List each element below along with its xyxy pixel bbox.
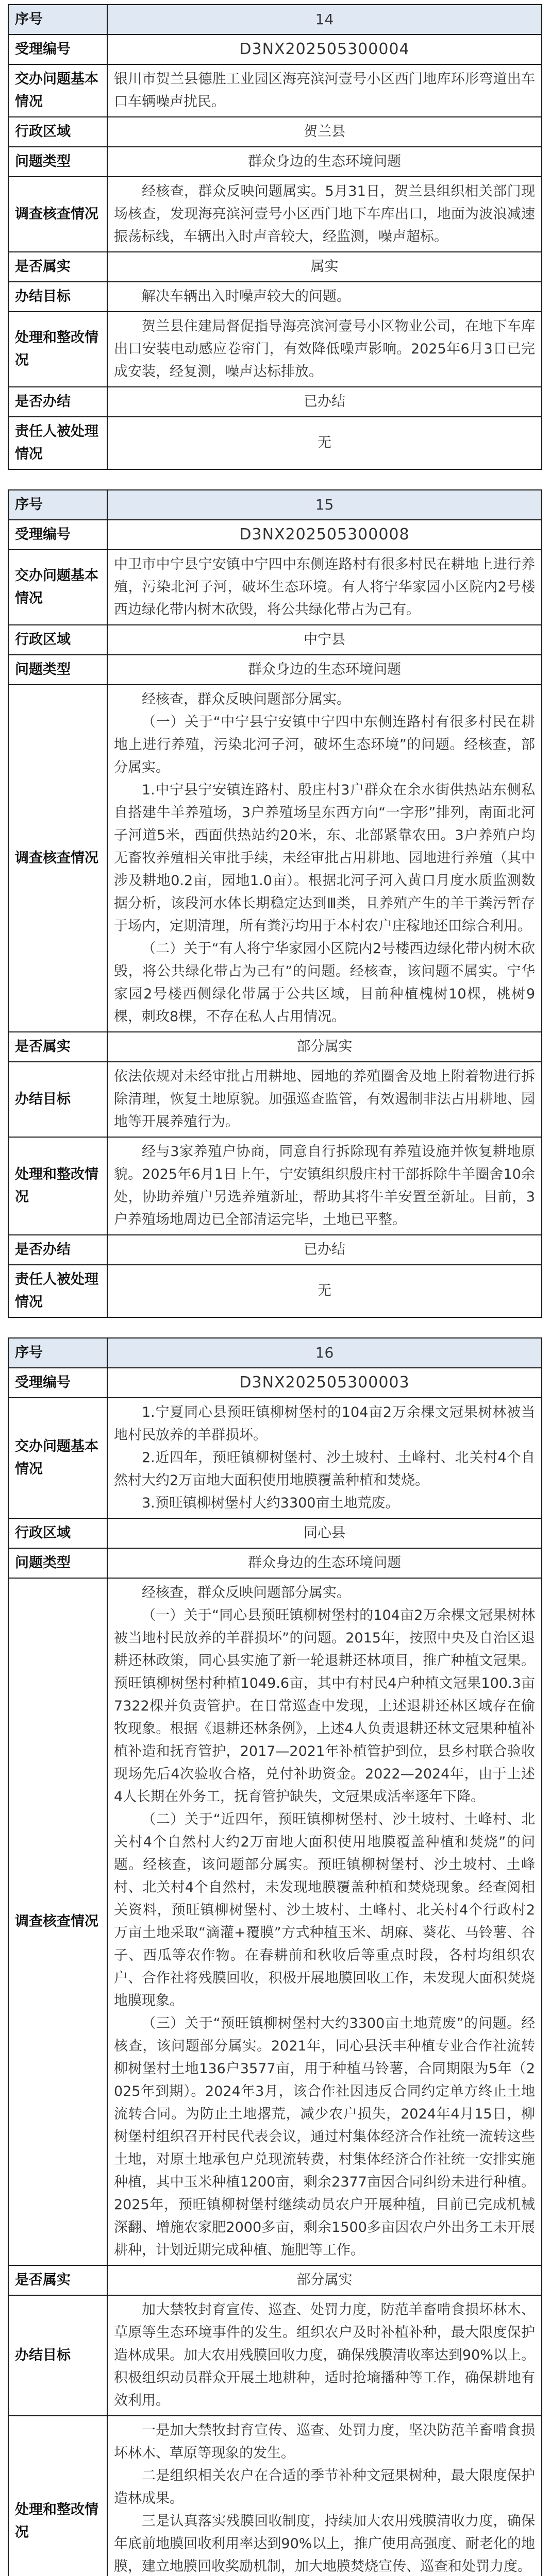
investigation-label: 调查核查情况 — [8, 685, 107, 1032]
handling-row — [8, 1137, 542, 1235]
region-value: 中宁县 — [107, 625, 542, 655]
region-label: 行政区域 — [8, 1518, 107, 1548]
basic-value — [107, 1398, 542, 1518]
handling-label: 处理和整改情况 — [8, 1137, 107, 1235]
handling-paragraph: 三是认真落实残膜回收制度，持续加大农用残膜清收力度，确保年底前地膜回收利用率达到90%以上，推广使用高强度、耐老化的地膜，建立地膜回收奖励机制，加大地膜焚烧宣传、巡查和处罚力度。 — [114, 2513, 535, 2574]
goal-value — [107, 282, 542, 312]
handling-row — [8, 312, 542, 387]
handling-value — [107, 2416, 542, 2576]
code-row — [8, 35, 542, 64]
goal-row — [8, 1062, 542, 1137]
investigation-value — [107, 1578, 542, 2265]
handling-value — [107, 312, 542, 387]
region-row — [8, 625, 542, 655]
truth-label: 是否属实 — [8, 252, 107, 282]
closed-label: 是否办结 — [8, 1235, 107, 1265]
investigation-paragraph: 经核查，群众反映问题属实。5月31日，贺兰县组织相关部门现场核查，发现海亮滨河壹号小区西门地下车库出口，地面为波浪减速振荡标线，车辆出入时声音较大，经监测，噪声超标。 — [114, 183, 535, 245]
type-label: 问题类型 — [8, 147, 107, 177]
case-table — [8, 1337, 542, 2576]
truth-label: 是否属实 — [8, 2265, 107, 2295]
basic-label: 交办问题基本情况 — [8, 550, 107, 625]
accountable-label: 责任人被处理情况 — [8, 417, 107, 469]
closed-label: 是否办结 — [8, 387, 107, 417]
goal-label: 办结目标 — [8, 2295, 107, 2416]
basic-row — [8, 1398, 542, 1518]
investigation-paragraph: 经核查，群众反映问题部分属实。 — [142, 1585, 351, 1601]
handling-paragraph: 经与3家养殖户协商，同意自行拆除现有养殖设施并恢复耕地原貌。2025年6月1日上午，宁安镇组织殷庄村干部拆除牛羊圈舍10余处，协助养殖户另选养殖新址，帮助其将牛羊安置至新址。目前，3户养殖场地周边已全部清运完毕，土地已平整。 — [114, 1144, 535, 1228]
code-label: 受理编号 — [8, 35, 107, 64]
region-label: 行政区域 — [8, 625, 107, 655]
handling-paragraph: 贺兰县住建局督促指导海亮滨河壹号小区物业公司，在地下车库出口安装电动感应卷帘门，有效降低噪声影响。2025年6月3日已完成安装，经复测，噪声达标排放。 — [114, 318, 535, 380]
truth-row — [8, 1032, 542, 1062]
region-value: 贺兰县 — [107, 117, 542, 147]
seq-label: 序号 — [8, 490, 107, 520]
handling-paragraph: 二是组织相关农户在合适的季节补种文冠果树种，最大限度保护造林成果。 — [114, 2468, 535, 2506]
investigation-value — [107, 685, 542, 1032]
seq-label: 序号 — [8, 1338, 107, 1368]
investigation-paragraph: （二）关于“近四年，预旺镇柳树堡村、沙土坡村、土峰村、北关村4个自然村大约2万亩地大面积使用地膜覆盖种植和焚烧”的问题。经核查，该问题部分属实。预旺镇柳树堡村、沙土坡村、土峰村、北关村4个自然村，未发现地膜覆盖种植和焚烧现象。经查阅相关资料，预旺镇柳树堡村、沙土坡村、土峰村、北关村4个行政村2万亩土地采取“滴灌+覆膜”方式种植玉米、胡麻、葵花、马铃薯、谷子、西瓜等农作物。在春耕前和秋收后等重点时段，各村均组织农户、合作社将残膜回收，积极开展地膜回收工作，未发现大面积焚烧地膜现象。 — [114, 1811, 535, 2009]
region-row — [8, 1518, 542, 1548]
closed-row — [8, 1235, 542, 1265]
goal-row — [8, 2295, 542, 2416]
case-table — [8, 489, 542, 1318]
type-label: 问题类型 — [8, 655, 107, 685]
region-value: 同心县 — [107, 1518, 542, 1548]
goal-value — [107, 1062, 542, 1137]
investigation-paragraph: （二）关于“有人将宁华家园小区院内2号楼西边绿化带内树木砍毁，将公共绿化带占为己有”的问题。经核查，该问题不属实。宁华家园2号楼西侧绿化带属于公共区域，目前种植槐树10棵，桃树9棵，刺玫8棵，不存在私人占用情况。 — [114, 941, 535, 1025]
investigation-label: 调查核查情况 — [8, 177, 107, 252]
truth-row — [8, 2265, 542, 2295]
type-row — [8, 655, 542, 685]
accountable-label: 责任人被处理情况 — [8, 1265, 107, 1317]
closed-row — [8, 387, 542, 417]
type-label: 问题类型 — [8, 1548, 107, 1578]
seq-row — [8, 490, 542, 520]
handling-label: 处理和整改情况 — [8, 2416, 107, 2576]
type-value: 群众身边的生态环境问题 — [107, 655, 542, 685]
truth-row — [8, 252, 542, 282]
accountable-value: 无 — [107, 1265, 542, 1317]
case-table — [8, 4, 542, 470]
code-label: 受理编号 — [8, 520, 107, 550]
accountable-row — [8, 1265, 542, 1317]
truth-value: 部分属实 — [107, 1032, 542, 1062]
handling-value — [107, 1137, 542, 1235]
investigation-paragraph: （一）关于“同心县预旺镇柳树堡村的104亩2万余棵文冠果树林被当地村民放养的羊群损坏”的问题。2015年，按照中央及自治区退耕还林政策，同心县实施了新一轮退耕还林项目，推广种植文冠果。预旺镇柳树堡村种植1049.6亩，其中有村民4户种植文冠果100.3亩7322棵并负责管护。在日常巡查中发现，上述退耕还林区域存在偷牧现象。根据《退耕还林条例》，上述4人负责退耕还林文冠果种植补植补造和抚育管护，2017—2021年补植管护到位，县乡村联合验收现场先后4次验收合格，兑付补助资金。2022—2024年，由于上述4人长期在外务工，抚育管护缺失，文冠果成活率逐年下降。 — [114, 1607, 535, 1805]
investigation-value — [107, 177, 542, 252]
basic-row — [8, 550, 542, 625]
code-label: 受理编号 — [8, 1368, 107, 1398]
region-row — [8, 117, 542, 147]
seq-value: 16 — [107, 1338, 542, 1368]
code-row — [8, 520, 542, 550]
investigation-label: 调查核查情况 — [8, 1578, 107, 2265]
investigation-row — [8, 177, 542, 252]
seq-label: 序号 — [8, 5, 107, 35]
handling-row — [8, 2416, 542, 2576]
goal-paragraph: 加大禁牧封育宣传、巡查、处罚力度，防范羊畜啃食损坏林木、草原等生态环境事件的发生。组织农户及时补植补种，最大限度保护造林成果。加大农用残膜回收力度，确保残膜清收率达到90%以上。积极组织动员群众开展土地耕种，适时抢墒播种等工作，确保耕地有效利用。 — [114, 2302, 535, 2409]
type-row — [8, 1548, 542, 1578]
type-value: 群众身边的生态环境问题 — [107, 147, 542, 177]
seq-value: 15 — [107, 490, 542, 520]
accountable-value: 无 — [107, 417, 542, 469]
basic-row — [8, 64, 542, 117]
basic-value — [107, 550, 542, 625]
closed-value: 已办结 — [107, 1235, 542, 1265]
investigation-row — [8, 1578, 542, 2265]
investigation-paragraph: （三）关于“预旺镇柳树堡村大约3300亩土地荒废”的问题。经核查，该问题部分属实。2021年，同心县沃丰种植专业合作社流转柳树堡村土地136户3577亩，用于种植马铃薯，合同期限为5年（2025年到期）。2024年3月，该合作社因违反合同约定单方终止土地流转合同。为防止土地撂荒，减少农户损失，2024年4月15日，柳树堡村组织召开村民代表会议，通过村集体经济合作社统一流转这些土地，对原土地承包户兑现流转费，村集体经济合作社统一安排实施种植，其中玉米种植1200亩，剩余2377亩因合同纠纷未进行种植。2025年，预旺镇柳树堡村继续动员农户开展种植，目前已完成机械深翻、增施农家肥2000多亩，剩余1500多亩因农户外出务工未开展耕种，计划近期完成种植、施肥等工作。 — [114, 2015, 535, 2258]
goal-paragraph: 依法依规对未经审批占用耕地、园地的养殖圈舍及地上附着物进行拆除清理，恢复土地原貌。加强巡查监管，有效遏制非法占用耕地、园地等开展养殖行为。 — [114, 1069, 535, 1130]
truth-value: 部分属实 — [107, 2265, 542, 2295]
goal-value — [107, 2295, 542, 2416]
type-value: 群众身边的生态环境问题 — [107, 1548, 542, 1578]
code-value: D3NX202505300004 — [107, 35, 542, 64]
basic-paragraph: 1.宁夏同心县预旺镇柳树堡村的104亩2万余棵文冠果树林被当地村民放养的羊群损坏。 — [114, 1404, 535, 1443]
basic-paragraph: 3.预旺镇柳树堡村大约3300亩土地荒废。 — [142, 1495, 399, 1511]
accountable-row — [8, 417, 542, 469]
basic-value — [107, 64, 542, 117]
code-value: D3NX202505300003 — [107, 1368, 542, 1398]
seq-value: 14 — [107, 5, 542, 35]
goal-label: 办结目标 — [8, 1062, 107, 1137]
seq-row — [8, 5, 542, 35]
type-row — [8, 147, 542, 177]
basic-paragraph: 2.近四年，预旺镇柳树堡村、沙土坡村、土峰村、北关村4个自然村大约2万亩地大面积使用地膜覆盖种植和焚烧。 — [114, 1450, 535, 1488]
goal-label: 办结目标 — [8, 282, 107, 312]
code-value: D3NX202505300008 — [107, 520, 542, 550]
basic-paragraph: 中卫市中宁县宁安镇中宁四中东侧连路村有很多村民在耕地上进行养殖，污染北河子河，破坏生态环境。有人将宁华家园小区院内2号楼西边绿化带内树木砍毁，将公共绿化带占为己有。 — [114, 556, 535, 618]
goal-paragraph: 解决车辆出入时噪声较大的问题。 — [142, 289, 351, 304]
seq-row — [8, 1338, 542, 1368]
code-row — [8, 1368, 542, 1398]
investigation-paragraph: （一）关于“中宁县宁安镇中宁四中东侧连路村有很多村民在耕地上进行养殖，污染北河子河，破坏生态环境”的问题。经核查，部分属实。 — [114, 714, 535, 775]
handling-paragraph: 一是加大禁牧封育宣传、巡查、处罚力度，坚决防范羊畜啃食损坏林木、草原等现象的发生。 — [114, 2422, 535, 2461]
closed-value: 已办结 — [107, 387, 542, 417]
truth-label: 是否属实 — [8, 1032, 107, 1062]
basic-label: 交办问题基本情况 — [8, 64, 107, 117]
truth-value: 属实 — [107, 252, 542, 282]
investigation-paragraph: 1.中宁县宁安镇连路村、殷庄村3户群众在余水街供热站东侧私自搭建牛羊养殖场，3户养殖场呈东西方向“一字形”排列，南面北河子河道5米，西面供热站约20米，东、北部紧靠农田。3户养殖户均无畜牧养殖相关审批手续，未经审批占用耕地、园地进行养殖（其中涉及耕地0.2亩，园地1.0亩）。根据北河子河入黄口月度水质监测数据分析，该段河水体长期稳定达到Ⅲ类，且养殖产生的羊干粪污暂存于场内，定期清理，所有粪污均用于本村农户庄稼地还田综合利用。 — [114, 782, 535, 934]
region-label: 行政区域 — [8, 117, 107, 147]
investigation-paragraph: 经核查，群众反映问题部分属实。 — [142, 691, 351, 707]
goal-row — [8, 282, 542, 312]
investigation-row — [8, 685, 542, 1032]
basic-paragraph: 银川市贺兰县德胜工业园区海亮滨河壹号小区西门地库环形弯道出车口车辆噪声扰民。 — [114, 71, 535, 110]
basic-label: 交办问题基本情况 — [8, 1398, 107, 1518]
handling-label: 处理和整改情况 — [8, 312, 107, 387]
